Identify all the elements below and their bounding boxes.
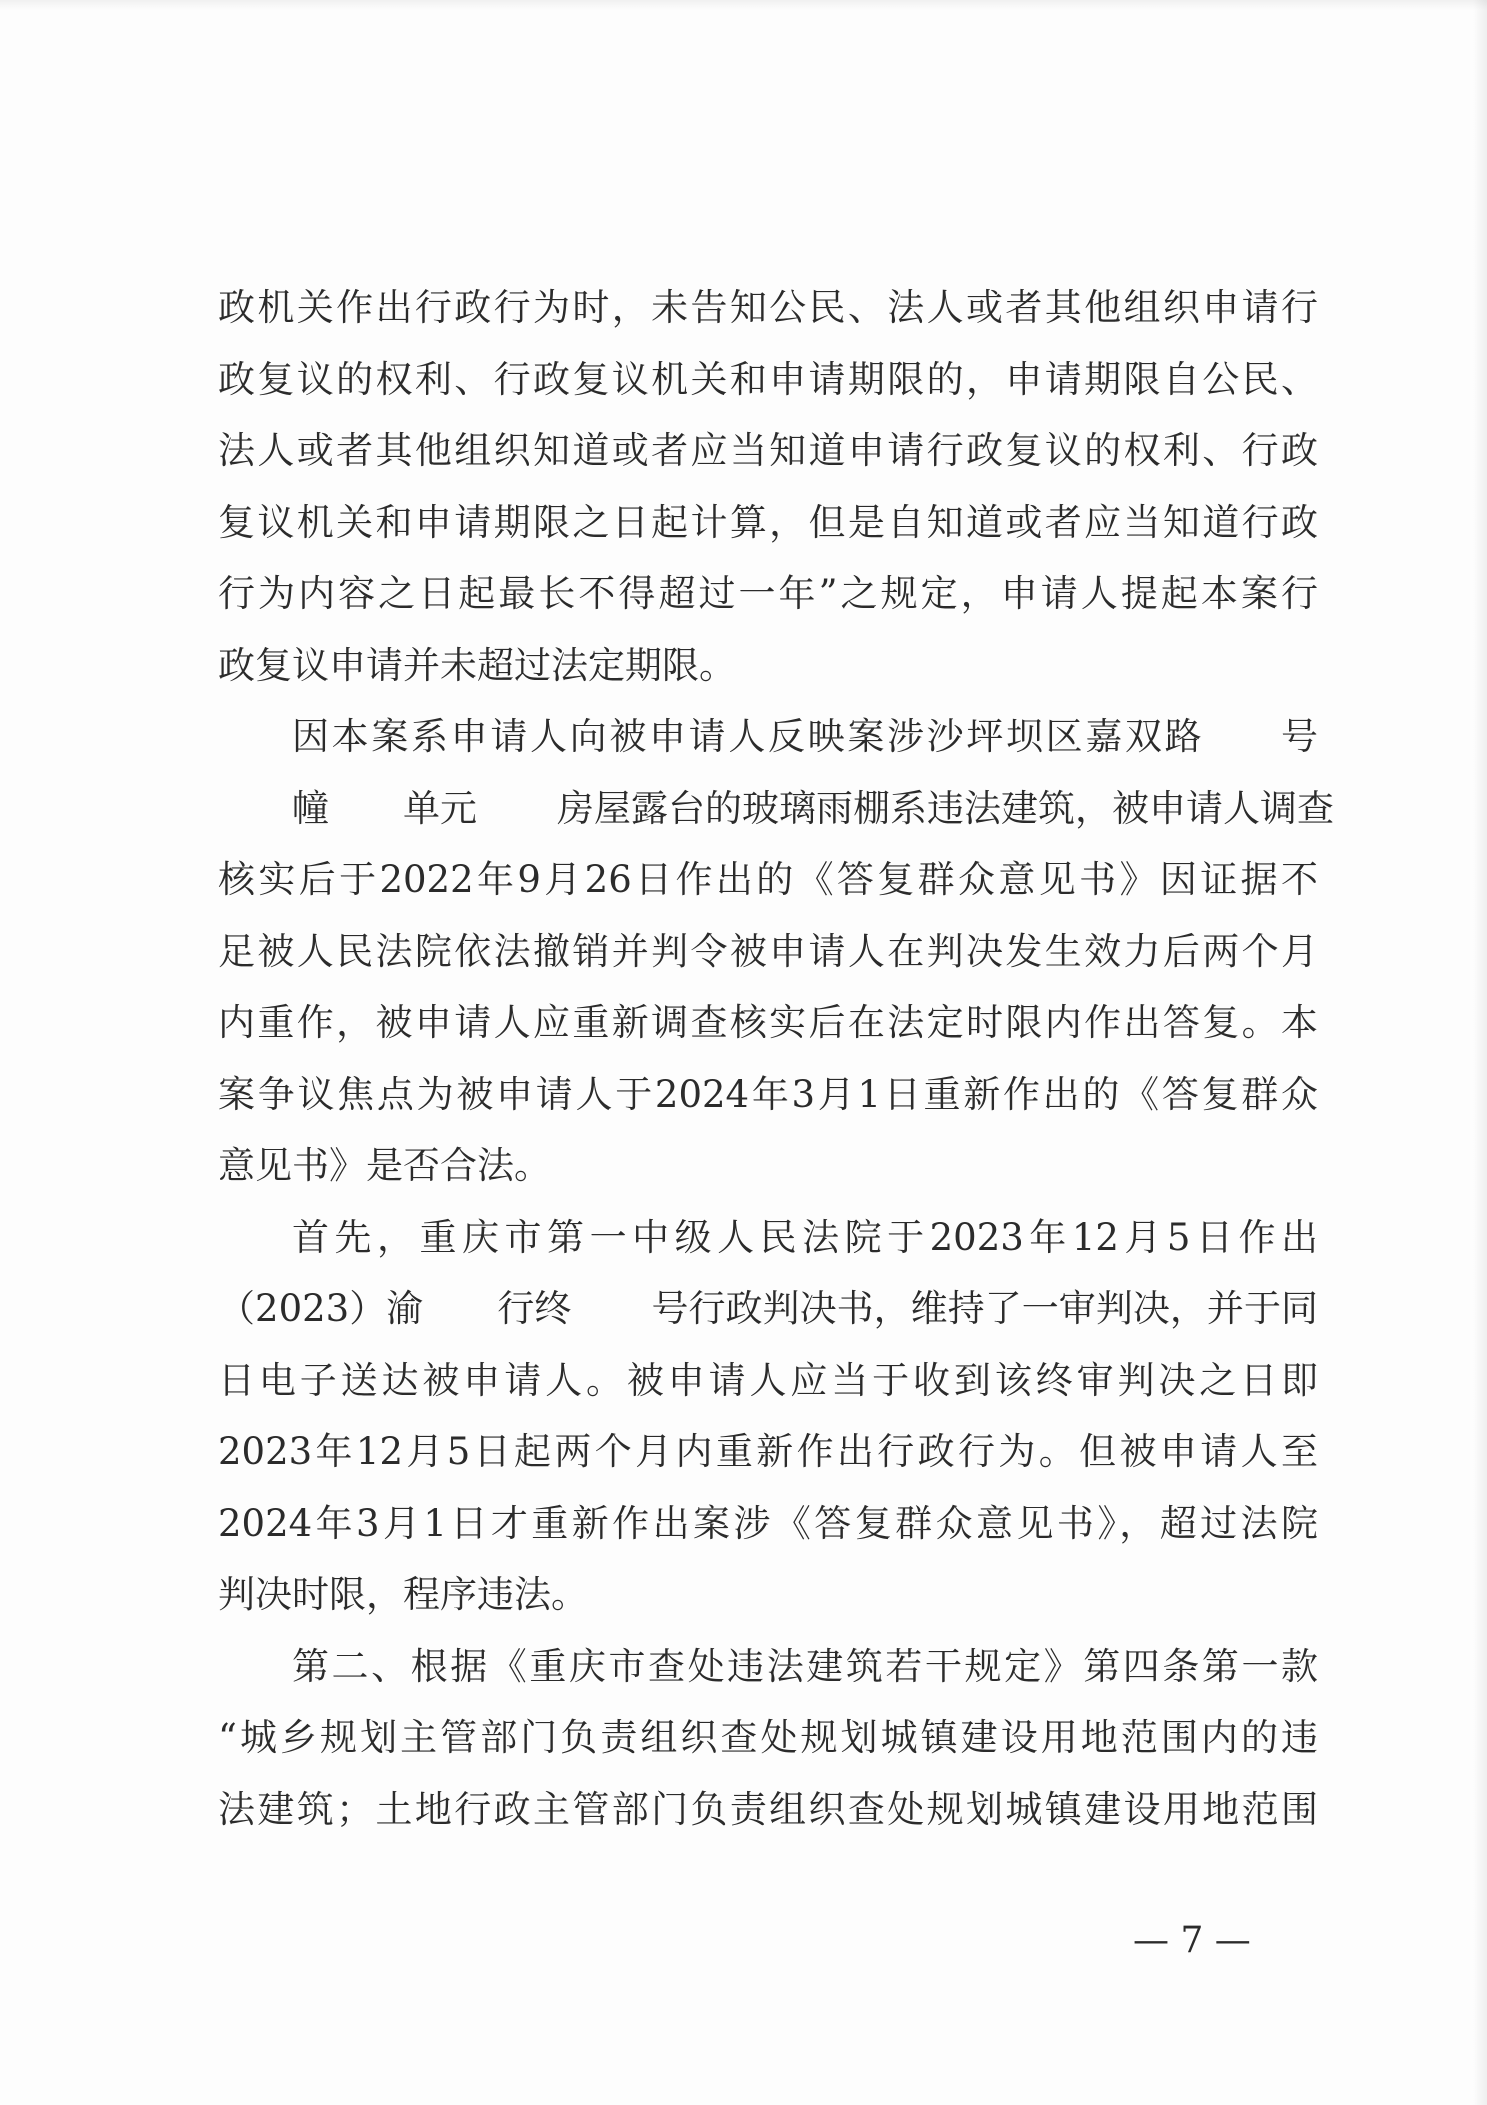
text-segment: 房屋露台的玻璃雨棚系违法建筑，被申请人调查 xyxy=(557,786,1334,830)
text-line: 首先，重庆市第一中级人民法院于2023年12月5日作出 xyxy=(292,1215,1318,1259)
text-line: 法建筑；土地行政主管部门负责组织查处规划城镇建设用地范围 xyxy=(218,1787,1318,1831)
redaction-mark xyxy=(218,791,292,831)
text-line xyxy=(218,701,1318,773)
text-line xyxy=(218,1273,1318,1345)
paragraph-4 xyxy=(218,1631,1318,1846)
scan-shadow-top xyxy=(0,0,1487,10)
text-segment: 幢 xyxy=(292,786,329,830)
text-line: 2024年3月1日才重新作出案涉《答复群众意见书》，超过法院 xyxy=(218,1501,1318,1545)
text-line: 核实后于2022年9月26日作出的《答复群众意见书》因证据不 xyxy=(218,858,1318,901)
redaction-mark xyxy=(423,1292,497,1332)
text-segment: 行终 xyxy=(497,1287,572,1330)
text-line: 政机关作出行政行为时，未告知公民、法人或者其他组织申请行 xyxy=(218,286,1318,329)
text-segment: 号 xyxy=(1278,715,1319,758)
text-segment: 号行政判决书，维持了一审判决，并于同 xyxy=(651,1287,1319,1330)
text-line: 第二、根据《重庆市查处违法建筑若干规定》第四条第一款 xyxy=(292,1644,1318,1688)
text-line: 政复议申请并未超过法定期限。 xyxy=(218,643,736,687)
text-line: 法人或者其他组织知道或者应当知道申请行政复议的权利、行政 xyxy=(218,429,1318,472)
text-line xyxy=(218,773,1334,845)
text-line: 政复议的权利、行政复议机关和申请期限的，申请期限自公民、 xyxy=(218,357,1318,401)
text-line: 意见书》是否合法。 xyxy=(218,1144,551,1187)
text-line: 复议机关和申请期限之日起计算，但是自知道或者应当知道行政 xyxy=(218,500,1318,544)
redaction-mark xyxy=(1204,720,1278,760)
text-line: 案争议焦点为被申请人于2024年3月1日重新作出的《答复群众 xyxy=(218,1072,1318,1116)
page-number: — 7 — xyxy=(1133,1920,1251,1961)
text-segment: 单元 xyxy=(403,786,477,830)
text-line: “城乡规划主管部门负责组织查处规划城镇建设用地范围内的违 xyxy=(218,1716,1318,1759)
redaction-mark xyxy=(329,791,403,831)
text-segment: 因本案系申请人向被申请人反映案涉沙坪坝区嘉双路 xyxy=(292,715,1205,758)
scan-shadow-right xyxy=(1473,0,1487,2105)
text-line: 日电子送达被申请人。被申请人应当于收到该终审判决之日即 xyxy=(218,1358,1318,1402)
redaction-mark xyxy=(571,1292,651,1332)
redaction-mark xyxy=(477,791,557,831)
text-segment: （2023）渝 xyxy=(218,1287,424,1330)
paragraph-3 xyxy=(218,1202,1318,1631)
text-line: 内重作，被申请人应重新调查核实后在法定时限内作出答复。本 xyxy=(218,1001,1318,1044)
paragraph-1 xyxy=(218,272,1318,701)
document-body xyxy=(218,272,1334,1845)
text-line: 2023年12月5日起两个月内重新作出行政行为。但被申请人至 xyxy=(218,1430,1318,1473)
text-line: 足被人民法院依法撤销并判令被申请人在判决发生效力后两个月 xyxy=(218,929,1318,973)
text-line: 行为内容之日起最长不得超过一年”之规定，申请人提起本案行 xyxy=(218,572,1318,615)
paragraph-2 xyxy=(218,701,1334,1202)
text-line: 判决时限，程序违法。 xyxy=(218,1573,588,1616)
